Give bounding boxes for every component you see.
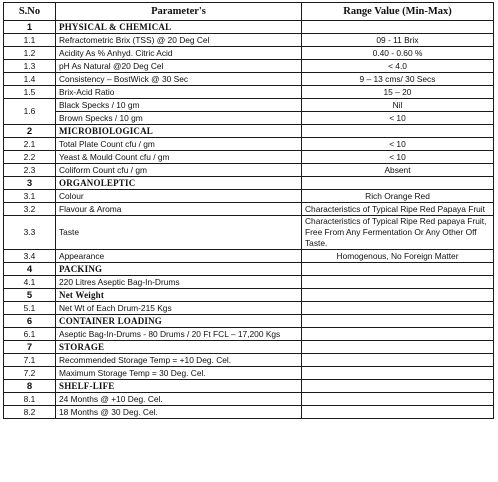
row-number: 1.3 (4, 60, 56, 73)
row-number: 5.1 (4, 302, 56, 315)
section-row (4, 289, 494, 302)
section-number: 6 (4, 315, 56, 328)
section-value-empty (302, 315, 494, 328)
row-range-value (302, 393, 494, 406)
section-number: 5 (4, 289, 56, 302)
header-row (4, 3, 494, 21)
row-range-value: Characteristics of Typical Ripe Red papaya Fruit, Free From Any Fermentation Or Any Other Off Taste. (302, 216, 494, 250)
row-parameter: Refractometric Brix (TSS) @ 20 Deg Cel (56, 34, 302, 47)
row-range-value (302, 354, 494, 367)
row-parameter: Maximum Storage Temp = 30 Deg. Cel. (56, 367, 302, 380)
row-range-value (302, 302, 494, 315)
table-row (4, 367, 494, 380)
table-row (4, 112, 494, 125)
section-row (4, 263, 494, 276)
row-parameter: Acidity As % Anhyd. Citric Acid (56, 47, 302, 60)
table-row (4, 73, 494, 86)
row-parameter: 220 Litres Aseptic Bag-In-Drums (56, 276, 302, 289)
row-number: 1.6 (4, 99, 56, 125)
row-range-value (302, 276, 494, 289)
section-value-empty (302, 21, 494, 34)
row-parameter: pH As Natural @20 Deg Cel (56, 60, 302, 73)
row-range-value: Rich Orange Red (302, 190, 494, 203)
row-parameter: Consistency – BostWick @ 30 Sec (56, 73, 302, 86)
row-number: 3.4 (4, 250, 56, 263)
row-range-value: < 10 (302, 151, 494, 164)
row-range-value: Absent (302, 164, 494, 177)
row-number: 6.1 (4, 328, 56, 341)
table-row (4, 190, 494, 203)
row-number: 1.4 (4, 73, 56, 86)
row-parameter: Black Specks / 10 gm (56, 99, 302, 112)
section-number: 2 (4, 125, 56, 138)
section-value-empty (302, 125, 494, 138)
row-parameter: Flavour & Aroma (56, 203, 302, 216)
table-row (4, 151, 494, 164)
table-body (4, 21, 494, 419)
row-range-value: 0.40 - 0.60 % (302, 47, 494, 60)
row-range-value (302, 328, 494, 341)
row-number: 7.1 (4, 354, 56, 367)
table-row (4, 216, 494, 250)
table-row (4, 406, 494, 419)
row-number: 2.1 (4, 138, 56, 151)
section-number: 3 (4, 177, 56, 190)
table-row (4, 276, 494, 289)
table-row (4, 302, 494, 315)
section-value-empty (302, 341, 494, 354)
row-parameter: Aseptic Bag-In-Drums - 80 Drums / 20 Ft FCL – 17,200 Kgs (56, 328, 302, 341)
row-parameter: Colour (56, 190, 302, 203)
row-parameter: Coliform Count cfu / gm (56, 164, 302, 177)
row-number: 1.2 (4, 47, 56, 60)
section-title: PACKING (56, 263, 302, 276)
section-title: STORAGE (56, 341, 302, 354)
table-row (4, 47, 494, 60)
row-range-value: 9 – 13 cms/ 30 Secs (302, 73, 494, 86)
header-range: Range Value (Min-Max) (302, 3, 494, 21)
table-row (4, 138, 494, 151)
row-range-value: 15 – 20 (302, 86, 494, 99)
section-row (4, 341, 494, 354)
section-value-empty (302, 177, 494, 190)
section-value-empty (302, 263, 494, 276)
row-range-value: Nil (302, 99, 494, 112)
table-row (4, 203, 494, 216)
row-number: 8.2 (4, 406, 56, 419)
section-title: SHELF-LIFE (56, 380, 302, 393)
section-number: 4 (4, 263, 56, 276)
section-value-empty (302, 380, 494, 393)
section-title: MICROBIOLOGICAL (56, 125, 302, 138)
row-number: 1.1 (4, 34, 56, 47)
row-number: 3.1 (4, 190, 56, 203)
section-number: 1 (4, 21, 56, 34)
row-range-value: 09 - 11 Brix (302, 34, 494, 47)
row-number: 2.2 (4, 151, 56, 164)
section-value-empty (302, 289, 494, 302)
row-parameter: Yeast & Mould Count cfu / gm (56, 151, 302, 164)
row-number: 4.1 (4, 276, 56, 289)
header-sno: S.No (4, 3, 56, 21)
table-row (4, 250, 494, 263)
section-row (4, 21, 494, 34)
row-parameter: Taste (56, 216, 302, 250)
table-row (4, 354, 494, 367)
row-range-value: < 10 (302, 112, 494, 125)
section-title: CONTAINER LOADING (56, 315, 302, 328)
table-row (4, 60, 494, 73)
row-parameter: Recommended Storage Temp = +10 Deg. Cel. (56, 354, 302, 367)
table-row (4, 164, 494, 177)
section-row (4, 125, 494, 138)
row-parameter: 18 Months @ 30 Deg. Cel. (56, 406, 302, 419)
row-range-value: < 4.0 (302, 60, 494, 73)
section-title: ORGANOLEPTIC (56, 177, 302, 190)
table-row (4, 393, 494, 406)
section-title: Net Weight (56, 289, 302, 302)
section-row (4, 380, 494, 393)
row-parameter: Total Plate Count cfu / gm (56, 138, 302, 151)
table-row (4, 86, 494, 99)
table-row (4, 99, 494, 112)
section-row (4, 177, 494, 190)
row-parameter: 24 Months @ +10 Deg. Cel. (56, 393, 302, 406)
section-row (4, 315, 494, 328)
row-parameter: Brix-Acid Ratio (56, 86, 302, 99)
row-range-value: Characteristics of Typical Ripe Red Papaya Fruit (302, 203, 494, 216)
section-number: 7 (4, 341, 56, 354)
row-number: 1.5 (4, 86, 56, 99)
section-number: 8 (4, 380, 56, 393)
row-number: 3.3 (4, 216, 56, 250)
row-parameter: Brown Specks / 10 gm (56, 112, 302, 125)
row-parameter: Net Wt of Each Drum-215 Kgs (56, 302, 302, 315)
row-number: 7.2 (4, 367, 56, 380)
row-range-value (302, 406, 494, 419)
row-number: 3.2 (4, 203, 56, 216)
table-row (4, 34, 494, 47)
section-title: PHYSICAL & CHEMICAL (56, 21, 302, 34)
header-parameters: Parameter's (56, 3, 302, 21)
row-range-value: < 10 (302, 138, 494, 151)
row-number: 2.3 (4, 164, 56, 177)
table-row (4, 328, 494, 341)
row-range-value: Homogenous, No Foreign Matter (302, 250, 494, 263)
row-number: 8.1 (4, 393, 56, 406)
row-parameter: Appearance (56, 250, 302, 263)
specification-table (3, 2, 494, 419)
row-range-value (302, 367, 494, 380)
